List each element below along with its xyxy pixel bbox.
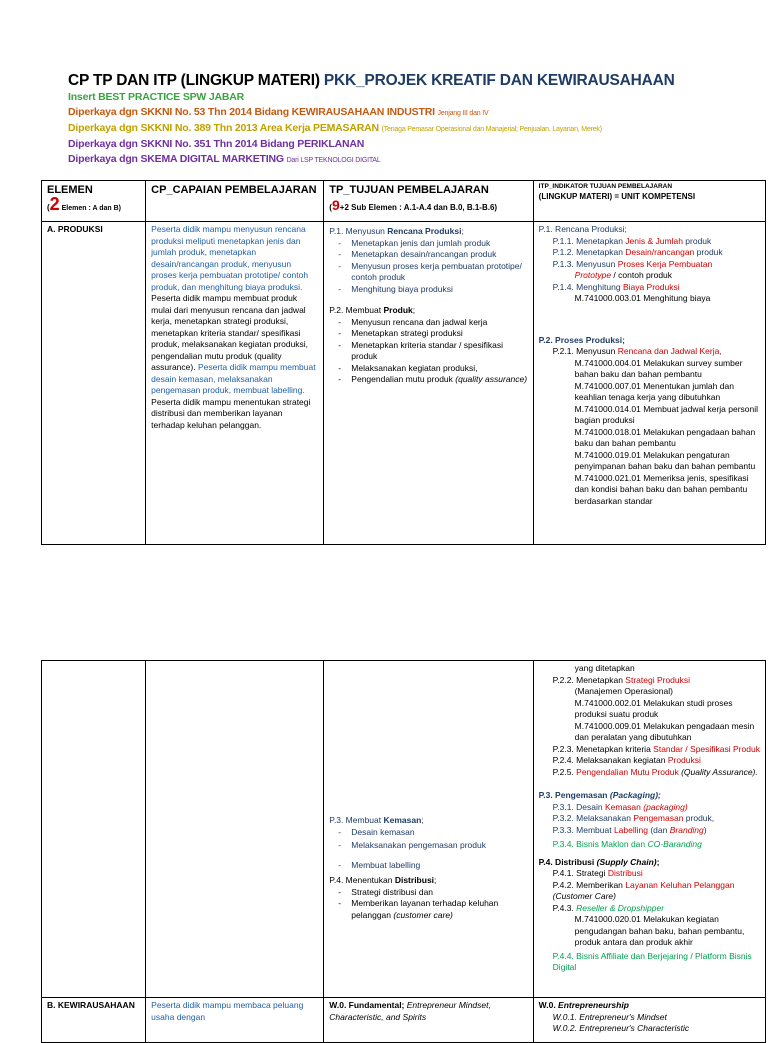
- paren: (: [329, 203, 332, 212]
- cp-text-3: Peserta didik mampu membuat desain kemasan, melaksanakan pengemasan produk, membuat labelling.: [151, 362, 316, 395]
- itp-w02: W.0.2. Entrepreneur's Characteristic: [552, 1023, 690, 1033]
- txt: (Quality Assurance).: [678, 766, 758, 777]
- itp-p14: [539, 282, 760, 294]
- itp-p23: [539, 744, 760, 756]
- txt: W.0.: [538, 1000, 559, 1010]
- elemen-count: 2: [49, 194, 60, 214]
- list-item: - Melaksanakan kegiatan produksi,: [351, 363, 527, 375]
- itp-p43: [539, 903, 760, 915]
- txt: P.2.1. Menyusun: [552, 346, 618, 356]
- header-elemen: [42, 181, 146, 222]
- itp-p42: [539, 880, 760, 903]
- list-item: - Menetapkan kriteria standar / spesifikasi produk: [351, 340, 527, 363]
- itp-p21: [539, 346, 760, 358]
- txt: Entrepreneurship: [558, 1000, 629, 1010]
- tp-p1-c: ;: [461, 226, 464, 236]
- list-item: - Menyusun rencana dan jadwal kerja: [351, 317, 527, 329]
- txt: Kemasan: [604, 801, 641, 812]
- cp-kewirausahaan: Peserta didik mampu membaca peluang usaha dengan: [146, 998, 324, 1043]
- txt: (Packaging);: [609, 790, 661, 800]
- itp-p2: P.2. Proses Produksi;: [538, 334, 625, 345]
- elemen-kewirausahaan: [42, 998, 146, 1043]
- txt: P.3.3. Membuat: [552, 824, 614, 835]
- elemen-produksi-label: A. PRODUKSI: [47, 224, 103, 234]
- tp-kewirausahaan: [324, 998, 533, 1043]
- skema-note: Dari LSP TEKNOLOGI DIGITAL: [286, 157, 381, 164]
- txt: Biaya Produksi: [622, 281, 680, 292]
- txt: Rencana dan Jadwal Kerja,: [617, 346, 722, 356]
- txt: Layanan Keluhan Pelanggan: [625, 879, 735, 890]
- list-item: [351, 374, 527, 386]
- header-cp: [146, 181, 324, 222]
- itp-cont: [533, 661, 765, 998]
- txt: Distribusi: [607, 868, 643, 878]
- table-row-produksi-cont: [42, 661, 766, 998]
- list-item: - Menetapkan strategi produksi: [351, 328, 527, 340]
- txt: produk: [694, 247, 723, 257]
- tp-p4-list: [329, 887, 527, 922]
- tp-p2-a: P.2. Membuat: [329, 305, 384, 315]
- header-elemen-note: [47, 194, 140, 215]
- document-page-2: [0, 660, 768, 1033]
- skkni-351-line: Diperkaya dgn SKKNI No. 351 Thn 2014 Bidang PERIKLANAN: [68, 138, 365, 150]
- itp-m3: M.741000.014.01 Membuat jadwal kerja personil bagian produksi: [574, 403, 759, 425]
- txt: Distribusi: [394, 875, 435, 885]
- txt: (Customer Care): [552, 891, 616, 901]
- skema-text: Diperkaya dgn SKEMA DIGITAL MARKETING: [68, 153, 287, 165]
- list-item: - Strategi distribusi dan: [351, 887, 527, 899]
- header-tp: [324, 181, 533, 222]
- txt: P.3.4. Bisnis Maklon dan: [552, 839, 648, 849]
- txt: P.2.2. Menetapkan: [552, 674, 626, 685]
- tp-p2-list: [329, 317, 527, 386]
- list-item: - Menetapkan desain/rancangan produk: [351, 249, 527, 261]
- itp-p41: [539, 868, 760, 880]
- cp-text-2: Peserta didik mampu membuat produk mulai dari menyusun rencana dan jadwal kerja, menetapkan strategi produksi, menetapkan kriteria standar/ spesifikasi produk, melaksanakan kegiatan produksi, pengendalian mutu produk (quality assurance).: [151, 293, 309, 372]
- tp-count: 9: [331, 197, 340, 213]
- tp-p2-heading: [329, 305, 527, 317]
- itp-p14-m: M.741000.003.01 Menghitung biaya: [574, 293, 711, 303]
- header-itp: [533, 181, 765, 222]
- tp-produksi: [324, 222, 533, 545]
- itp-m1: M.741000.004.01 Melakukan survey sumber bahan baku dan bahan pembantu: [574, 357, 743, 379]
- itp-produksi: [533, 222, 765, 545]
- skkni-53-line: [68, 105, 748, 121]
- skema-digital-line: [68, 152, 748, 168]
- txt: P.3.1. Desain: [552, 801, 605, 812]
- txt: ;: [656, 856, 660, 867]
- tp-p2-b: Produk: [383, 305, 413, 315]
- itp-p22: [539, 675, 760, 687]
- itp-p31: [539, 802, 760, 814]
- itp-m4: M.741000.018.01 Melakukan pengadaan bahan baku dan bahan pembantu: [574, 426, 756, 448]
- txt: Branding: [669, 824, 704, 835]
- cp-text-1: Peserta didik mampu menyusun rencana produksi meliputi menetapkan jenis dan jumlah produk, menetapkan desain/rancangan produk, menyusun proses kerja pembuatan prototipe/ contoh produk, dan menghitung biaya produksi.: [151, 224, 309, 292]
- txt: Reseller & Dropshipper: [576, 902, 665, 913]
- list-item: - Menyusun proses kerja pembuatan prototipe/ contoh produk: [351, 261, 527, 284]
- txt: Pengendalian Mutu Produk: [576, 766, 679, 777]
- itp-p24: [539, 755, 760, 767]
- skkni-389-line: [68, 121, 748, 137]
- itp-p4: [539, 857, 760, 869]
- txt: Kemasan: [383, 815, 422, 825]
- page-gap: [0, 590, 768, 660]
- itp-p33: [539, 825, 760, 837]
- header-itp-small: ITP_INDIKATOR TUJUAN PEMBELAJARAN: [538, 183, 673, 190]
- itp-p44: P.4.4. Bisnis Affiliate dan Berjejaring / Platform Bisnis Digital: [552, 950, 752, 972]
- elemen-cont: [42, 661, 146, 998]
- itp-cont-line: yang ditetapkan: [574, 663, 635, 673]
- txt: (Supply Chain): [596, 856, 657, 867]
- itp-m5: M.741000.019.01 Melakukan pengaturan penyimpanan bahan baku dan bahan pembantu: [574, 449, 756, 471]
- itp-w0: [539, 1000, 760, 1012]
- txt: (packaging): [640, 801, 688, 812]
- tp-spacer: [329, 663, 527, 813]
- itp-p11: [539, 236, 760, 248]
- txt: P.1.2. Menetapkan: [552, 247, 626, 257]
- list-item: - Melaksanakan pengemasan produk: [351, 840, 527, 852]
- tp-p1-heading: [329, 226, 527, 238]
- txt: P.4.2. Memberikan: [552, 879, 626, 890]
- txt: P.1.3. Menyusun: [552, 258, 618, 269]
- txt: P.2.3. Menetapkan kriteria: [552, 743, 654, 754]
- list-item: - Desain kemasan: [351, 827, 527, 839]
- txt: Prototype: [574, 270, 612, 280]
- txt: Labelling: [613, 824, 648, 835]
- tp-p1-list: [329, 238, 527, 296]
- txt: P.4. Menentukan: [329, 875, 395, 885]
- itp-p25: [539, 767, 760, 779]
- tp-note-text: +2 Sub Elemen : A.1-A.4 dan B.0, B.1-B.6): [339, 203, 498, 212]
- itp-p34: [539, 839, 760, 851]
- itp-m6: M.741000.021.01 Memeriksa jenis, spesifikasi dan kondisi bahan baku dan bahan pembantu berdasarkan standar: [574, 472, 749, 506]
- list-item: - Menetapkan jenis dan jumlah produk: [351, 238, 527, 250]
- itp-kewirausahaan: [533, 998, 765, 1043]
- elemen-note-text: Elemen : A dan B): [59, 205, 122, 212]
- cp-cont: [146, 661, 324, 998]
- itp-p22-m1: M.741000.002.01 Melakukan studi proses produksi suatu produk: [574, 697, 733, 719]
- itp-p22-note: (Manajemen Operasional): [574, 686, 673, 696]
- table-header-row: [42, 181, 766, 222]
- txt: ;: [434, 875, 437, 885]
- tp-p1-b: Rencana Produksi: [387, 226, 462, 236]
- txt: (dan: [647, 824, 670, 835]
- txt: P.3.2. Melaksanakan: [552, 813, 634, 823]
- txt: P.4.1. Strategi: [552, 868, 608, 878]
- cp-tp-table: [41, 180, 766, 545]
- txt: Strategi Produksi: [625, 674, 691, 685]
- txt: P.2.4. Melaksanakan kegiatan: [552, 755, 668, 765]
- cp-text-4: Peserta didik mampu menentukan strategi distribusi dan memberikan layanan terhadap keluhan pelanggan.: [151, 396, 311, 430]
- txt: Produksi: [667, 755, 701, 765]
- txt: Pengemasan: [633, 813, 684, 823]
- tp-p3-heading: [329, 815, 527, 827]
- paren: (: [47, 203, 50, 212]
- txt: P.1.4. Menghitung: [552, 281, 623, 292]
- txt: P.3. Membuat: [329, 815, 384, 825]
- list-item: - Membuat labelling: [351, 860, 527, 872]
- txt: ;: [421, 815, 424, 825]
- txt: P.2.5.: [552, 766, 577, 777]
- elemen-kewirausahaan-label: B. KEWIRAUSAHAAN: [47, 1000, 135, 1010]
- txt: Entrepreneur Mindset, Characteristic, and Spirits: [329, 1000, 491, 1022]
- list-item: [351, 898, 527, 921]
- txt: P.3. Pengemasan: [538, 790, 610, 800]
- txt: Standar / Spesifikasi Produk: [653, 743, 760, 754]
- itp-p43-m: M.741000.020.01 Melakukan kegiatan pengudangan bahan baku, bahan pembantu, produk antara dan produk akhir: [574, 914, 745, 947]
- tp-p4-heading: [329, 875, 527, 887]
- cp-tp-table-continued: [41, 660, 766, 1043]
- itp-p3: [539, 790, 760, 802]
- itp-p13: [539, 259, 760, 271]
- title-part-b: PKK_PROJEK KREATIF DAN KEWIRAUSAHAAN: [323, 72, 675, 89]
- itp-w01: W.0.1. Entrepreneur's Mindset: [552, 1011, 667, 1022]
- skkni-389-text: Diperkaya dgn SKKNI No. 389 Thn 2013 Area Kerja PEMASARAN: [68, 122, 382, 134]
- itp-p1: P.1. Rencana Produksi;: [538, 224, 627, 234]
- skkni-53-note: Jenjang III dan IV: [437, 110, 489, 117]
- txt: CO-Baranding: [647, 839, 702, 849]
- tp-p2-last-italic: (quality assurance): [455, 374, 528, 384]
- txt: ): [703, 824, 707, 835]
- header-tp-note: [329, 197, 527, 214]
- tp-cont: [324, 661, 533, 998]
- elemen-produksi: [42, 222, 146, 545]
- list-item: - Menghitung biaya produksi: [351, 284, 527, 296]
- itp-p12: [539, 247, 760, 259]
- itp-p32: [539, 813, 760, 825]
- txt: produk: [682, 235, 712, 246]
- table-row-kewirausahaan: [42, 998, 766, 1043]
- title-part-a: CP TP DAN ITP (LINGKUP MATERI): [68, 72, 324, 89]
- txt: W.0. Fundamental;: [329, 1000, 407, 1010]
- txt: Proses Kerja Pembuatan: [617, 258, 713, 269]
- skkni-389-note: (Tenaga Pemasar Operasional dan Manajerial; Penjualan, Layanan, Merek): [381, 126, 602, 133]
- document-header: [68, 72, 748, 168]
- txt: Jenis & Jumlah: [625, 235, 683, 246]
- cp-produksi: [146, 222, 324, 545]
- txt: Memberikan layanan terhadap keluhan pelanggan: [351, 898, 499, 920]
- header-elemen-label: ELEMEN: [47, 184, 93, 196]
- tp-p3-list: [329, 827, 527, 872]
- txt: / contoh produk: [611, 270, 673, 280]
- header-tp-label: TP_TUJUAN PEMBELAJARAN: [329, 184, 489, 196]
- txt: (customer care): [393, 909, 453, 920]
- tp-p2-last: Pengendalian mutu produk: [351, 374, 456, 384]
- txt: P.4. Distribusi: [538, 856, 597, 867]
- skkni-53-text: Diperkaya dgn SKKNI No. 53 Thn 2014 Bidang KEWIRAUSAHAAN INDUSTRI: [68, 106, 438, 118]
- header-itp-label: (LINGKUP MATERI) = UNIT KOMPETENSI: [538, 192, 696, 201]
- itp-p13-cont: [539, 270, 760, 282]
- txt: P.4.3.: [552, 902, 577, 913]
- itp-p22-m2: M.741000.009.01 Melakukan pengadaan mesin dan peralatan yang dibutuhkan: [574, 720, 755, 742]
- document-title: [68, 72, 748, 90]
- txt: P.1.1. Menetapkan: [552, 235, 626, 246]
- txt: produk,: [683, 813, 715, 823]
- txt: Desain/rancangan: [625, 247, 695, 257]
- tp-p2-c: ;: [412, 305, 416, 315]
- best-practice-line: Insert BEST PRACTICE SPW JABAR: [68, 91, 245, 103]
- table-row-produksi: [42, 222, 766, 545]
- tp-p1-a: P.1. Menyusun: [329, 226, 388, 236]
- header-cp-label: CP_CAPAIAN PEMBELAJARAN: [151, 184, 317, 196]
- itp-m2: M.741000.007.01 Menentukan jumlah dan keahlian tenaga kerja yang dibutuhkan: [574, 380, 734, 402]
